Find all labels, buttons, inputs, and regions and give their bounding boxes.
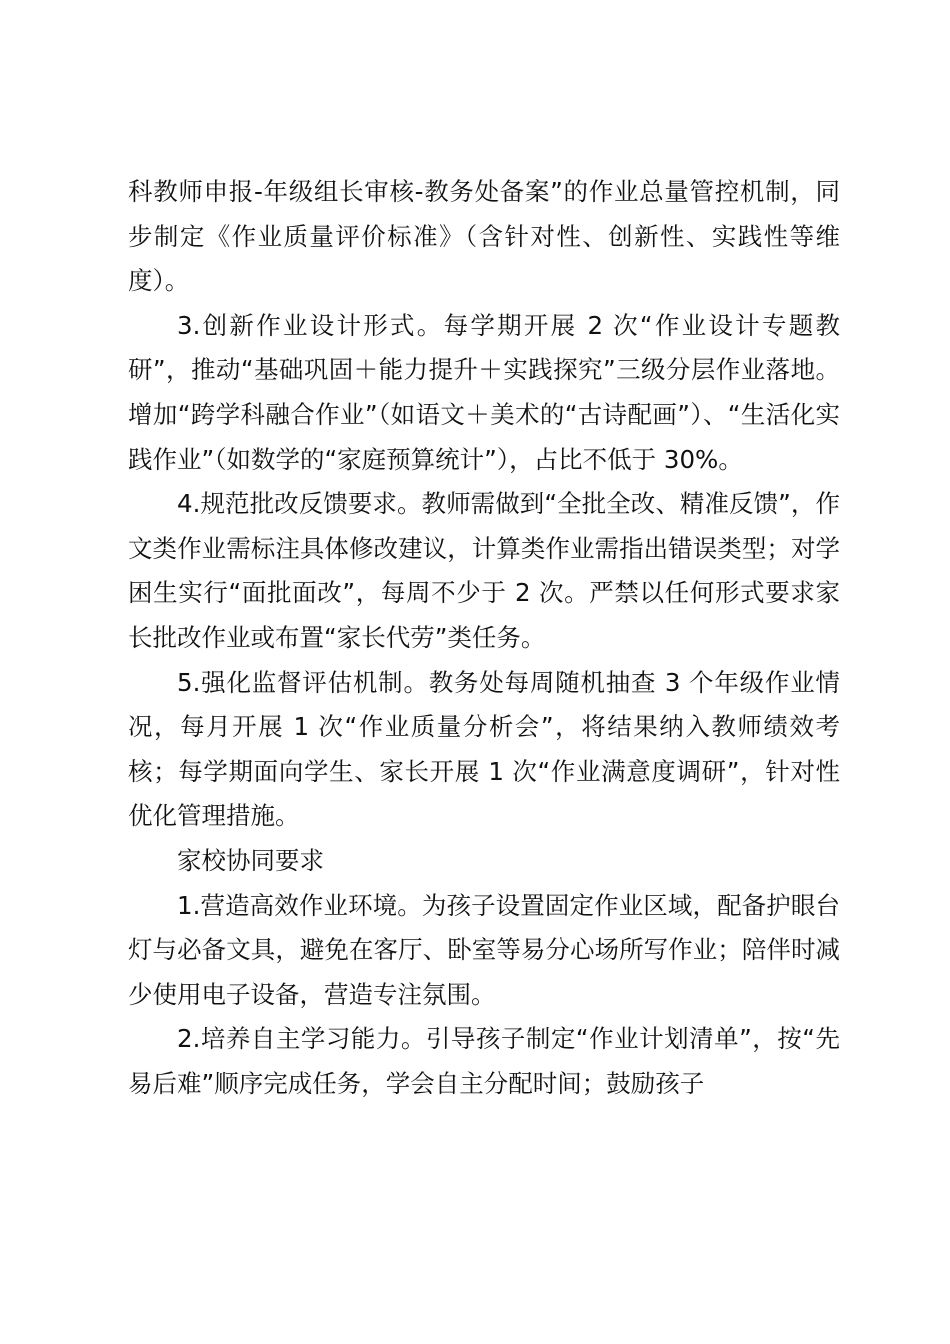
section-heading-home-school: 家校协同要求 bbox=[177, 845, 324, 875]
paragraph-supervision-evaluation: 5.强化监督评估机制。教务处每周随机抽查 3 个年级作业情况，每月开展 1 次“作业质量分析会”，将结果纳入教师绩效考核；每学期面向学生、家长开展 1 次“作业满意度调研”，针对性优化管理措施。 bbox=[128, 667, 840, 831]
paragraph-innovate-homework-design: 3.创新作业设计形式。每学期开展 2 次“作业设计专题教研”，推动“基础巩固＋能力提升＋实践探究”三级分层作业落地。增加“跨学科融合作业”（如语文＋美术的“古诗配画”）、“生活化实践作业”（如数学的“家庭预算统计”），占比不低于 30%。 bbox=[128, 310, 840, 474]
document-body bbox=[128, 170, 840, 1106]
paragraph-homework-environment: 1.营造高效作业环境。为孩子设置固定作业区域，配备护眼台灯与必备文具，避免在客厅、卧室等易分心场所写作业；陪伴时减少使用电子设备，营造专注氛围。 bbox=[128, 890, 840, 1009]
paragraph-management-mechanism: 科教师申报-年级组长审核-教务处备案”的作业总量管控机制，同步制定《作业质量评价标准》（含针对性、创新性、实践性等维度）。 bbox=[128, 177, 840, 296]
paragraph-self-learning: 2.培养自主学习能力。引导孩子制定“作业计划清单”，按“先易后难”顺序完成任务，学会自主分配时间；鼓励孩子 bbox=[128, 1024, 840, 1098]
paragraph-grading-feedback: 4.规范批改反馈要求。教师需做到“全批全改、精准反馈”，作文类作业需标注具体修改建议，计算类作业需指出错误类型；对学困生实行“面批面改”，每周不少于 2 次。严禁以任何形式要求家长批改作业或布置“家长代劳”类任务。 bbox=[128, 489, 840, 652]
